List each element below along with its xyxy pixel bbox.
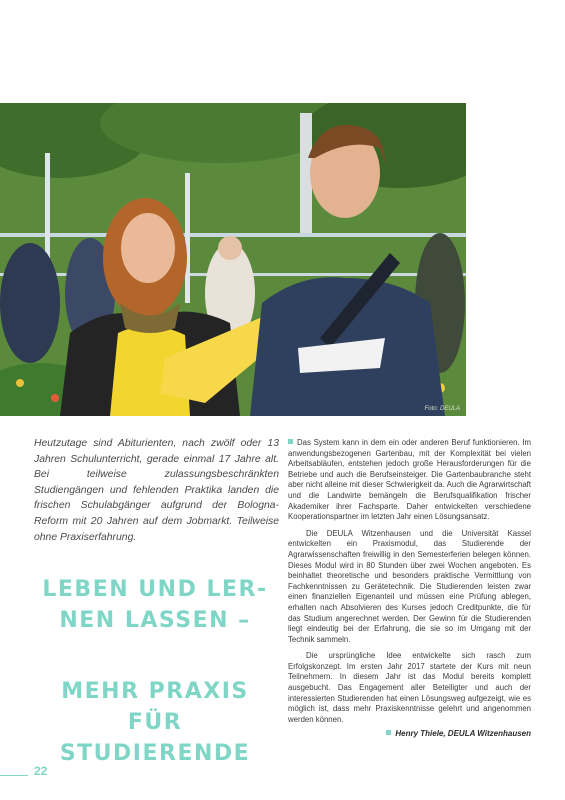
page-number: 22 (34, 764, 48, 778)
headline-line: MEHR PRAXIS FÜR (61, 679, 249, 735)
headline-line: NEN LASSEN – (59, 608, 251, 633)
headline-part-1 (30, 574, 280, 636)
headline-part-2 (30, 676, 280, 769)
photo-credit: Foto: DEULA (424, 406, 460, 412)
cover-photo (0, 103, 466, 416)
intro-paragraph: Heutzutage sind Abiturienten, nach zwölf oder 13 Jahren Schulunterricht, gerade einmal 17 Jahre alt. Bei teilweise zulassungsbeschränkten Studiengängen und fehlenden Praktika landen die frischen Schulabgänger aufgrund der Bologna-Reform mit 20 Jahren auf dem Jobmarkt. Teilweise ohne Praxiserfahrung. (34, 438, 279, 543)
bullet-icon (288, 439, 293, 444)
article-paragraph (288, 438, 531, 523)
author-name: Henry Thiele, DEULA Witzenhausen (395, 729, 531, 739)
headline-line: LEBEN UND LER- (42, 577, 268, 602)
headline-line: STUDIERENDE (59, 741, 251, 766)
article-column (288, 438, 531, 740)
author-signature (288, 729, 531, 740)
bullet-icon (386, 730, 391, 735)
page-number-rule (0, 775, 28, 776)
article-text: Das System kann in dem ein oder anderen Beruf funktionieren. Im anwendungsbezogenen Gartenbau, mit der Komplexität bei vielen Arbeitsabläufen, entstehen jedoch große Herausforderungen für die Betriebe und auch die Berufseinsteiger. Die Gartenbaubranche steht aber nicht alleine mit dieser Schwierigkeit da. Auch die Agrarwirtschaft und die Landwirte bemängeln die Berufsqualifikation frischer Akademiker ihrer Fachsparte. Daher entwickelten verschiedene Kooperationspartner im letzten Jahr einen Lösungsansatz. (288, 438, 531, 522)
photo-illustration (0, 103, 466, 416)
article-paragraph: Die ursprüngliche Idee entwickelte sich rasch zum Erfolgskonzept. Im ersten Jahr 2017 startete der Kurs mit neun Teilnehmern. In diesem Jahr ist das Modul bereits komplett ausgebucht. Das Engagement aller Beteiligter und auch der interessierten Studierenden hat einen Lösungsweg aufgezeigt, wie es möglich ist, dass mehr Praxiskenntnisse gelehrt und angenommen werden können. (288, 651, 531, 724)
article-paragraph: Die DEULA Witzenhausen und die Universität Kassel entwickelten ein Praxismodul, das Studierende der Agrarwissenschaften freiwillig in den Semesterferien belegen können. Dieses Modul wird in 80 Stunden über zwei Wochen angeboten. Es beinhaltet theoretische und besonders praktische Vermittlung von Fachkenntnissen zu Gerätetechnik. Die Studierenden leisten zwar einen finanziellen Eigenanteil und müssen eine Prüfung ablegen, erhalten nach Absolvieren des Kurses jedoch Creditpunkte, die für das Studium angerechnet werden. Der Gewinn für die Studierenden liegt eindeutig bei der Erfahrung, die sie so im Umgang mit der Technik sammeln. (288, 528, 531, 644)
